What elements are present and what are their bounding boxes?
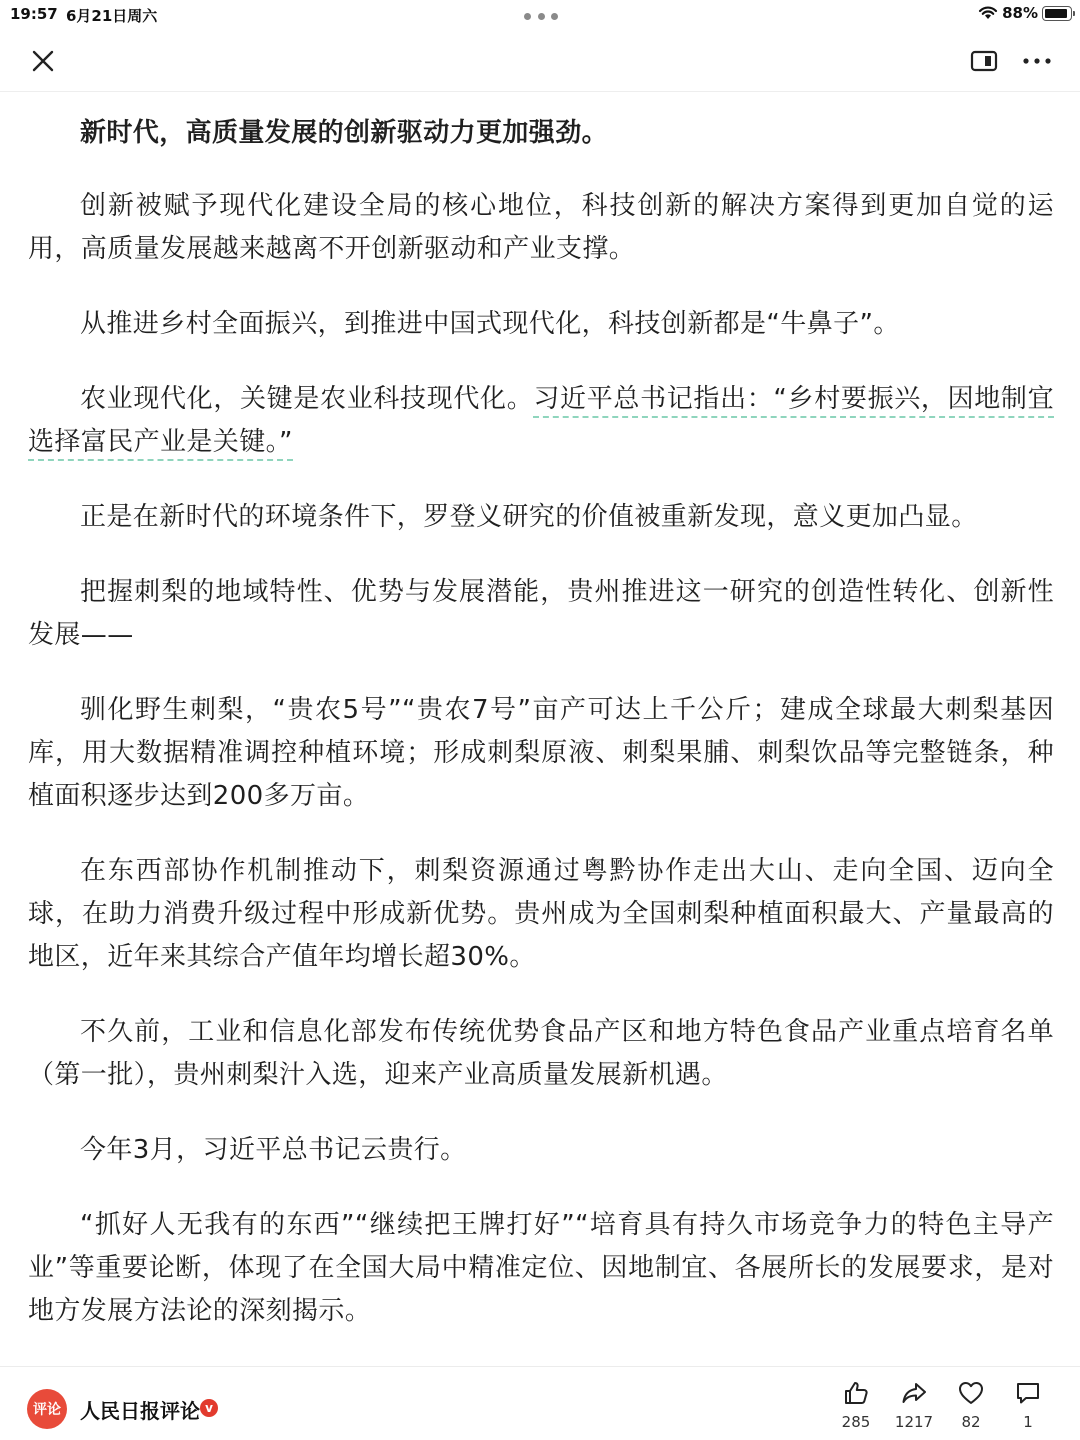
- article-paragraph: 今年3月，习近平总书记云贵行。: [80, 1135, 467, 1165]
- heart-icon: [957, 1379, 985, 1407]
- article-paragraph: [28, 378, 1054, 464]
- article-paragraph: “抓好人无我有的东西”“继续把王牌打好”“培育具有持久市场竞争力的特色主导产业”等重要论断，体现了在全国大局中精准定位、因地制宜、各展所长的发展要求，是对地方发展方法论的深刻揭示。: [28, 1210, 1054, 1326]
- share-count: 1217: [894, 1413, 934, 1431]
- article-paragraph: 在东西部协作机制推动下，刺梨资源通过粤黔协作走出大山、走向全国、迈向全球，在助力消费升级过程中形成新优势。贵州成为全国刺梨种植面积最大、产量最高的地区，近年来其综合产值年均增长超30%。: [28, 856, 1054, 972]
- article-body: [28, 112, 1054, 1365]
- author-avatar[interactable]: 评论: [27, 1389, 67, 1429]
- article-paragraph: 新时代，高质量发展的创新驱动力更加强劲。: [80, 118, 609, 148]
- verified-badge: v: [200, 1399, 218, 1417]
- article-paragraph: 创新被赋予现代化建设全局的核心地位，科技创新的解决方案得到更加自觉的运用，高质量发展越来越离不开创新驱动和产业支撑。: [28, 191, 1054, 264]
- status-bar: [0, 0, 1080, 30]
- close-icon[interactable]: [28, 46, 58, 76]
- article-paragraph: 从推进乡村全面振兴，到推进中国式现代化，科技创新都是“牛鼻子”。: [80, 309, 900, 339]
- status-time: 19:57: [10, 5, 58, 23]
- comment-icon: [1014, 1379, 1042, 1407]
- reader-mode-icon[interactable]: [970, 49, 998, 73]
- share-button[interactable]: [884, 1379, 944, 1435]
- battery-icon: [1042, 6, 1072, 21]
- article-paragraph: 把握刺梨的地域特性、优势与发展潜能，贵州推进这一研究的创造性转化、创新性发展——: [28, 577, 1054, 650]
- nav-bar: [0, 32, 1080, 92]
- paragraph-text: 农业现代化，关键是农业科技现代化。: [80, 384, 534, 414]
- more-icon[interactable]: [1021, 49, 1053, 73]
- share-icon: [900, 1379, 928, 1407]
- favorite-count: 82: [961, 1413, 981, 1431]
- multitasking-dots-icon[interactable]: [524, 13, 558, 19]
- like-count: 285: [841, 1413, 871, 1431]
- article-paragraph: 正是在新时代的环境条件下，罗登义研究的价值被重新发现，意义更加凸显。: [80, 502, 978, 532]
- comment-count: 1: [1023, 1413, 1033, 1431]
- status-right: [978, 4, 1072, 22]
- status-date: 6月21日周六: [66, 7, 158, 25]
- comment-button[interactable]: [998, 1379, 1058, 1435]
- battery-percent: 88%: [1002, 4, 1038, 22]
- like-button[interactable]: [826, 1379, 886, 1435]
- bottom-bar: [0, 1366, 1080, 1440]
- thumbs-up-icon: [842, 1379, 870, 1407]
- article-paragraph: 驯化野生刺梨，“贵农5号”“贵农7号”亩产可达上千公斤；建成全球最大刺梨基因库，用大数据精准调控种植环境；形成刺梨原液、刺梨果脯、刺梨饮品等完整链条，种植面积逐步达到200多万亩。: [28, 695, 1054, 811]
- highlighted-quote[interactable]: 习近平总书记指出：“乡村要振兴，因地制宜选择富民产业是关键。”: [28, 384, 1054, 461]
- article-paragraph: 不久前，工业和信息化部发布传统优势食品产区和地方特色食品产业重点培育名单（第一批），贵州刺梨汁入选，迎来产业高质量发展新机遇。: [28, 1017, 1054, 1090]
- author-name[interactable]: 人民日报评论: [80, 1399, 200, 1423]
- wifi-icon: [978, 5, 998, 21]
- favorite-button[interactable]: [941, 1379, 1001, 1435]
